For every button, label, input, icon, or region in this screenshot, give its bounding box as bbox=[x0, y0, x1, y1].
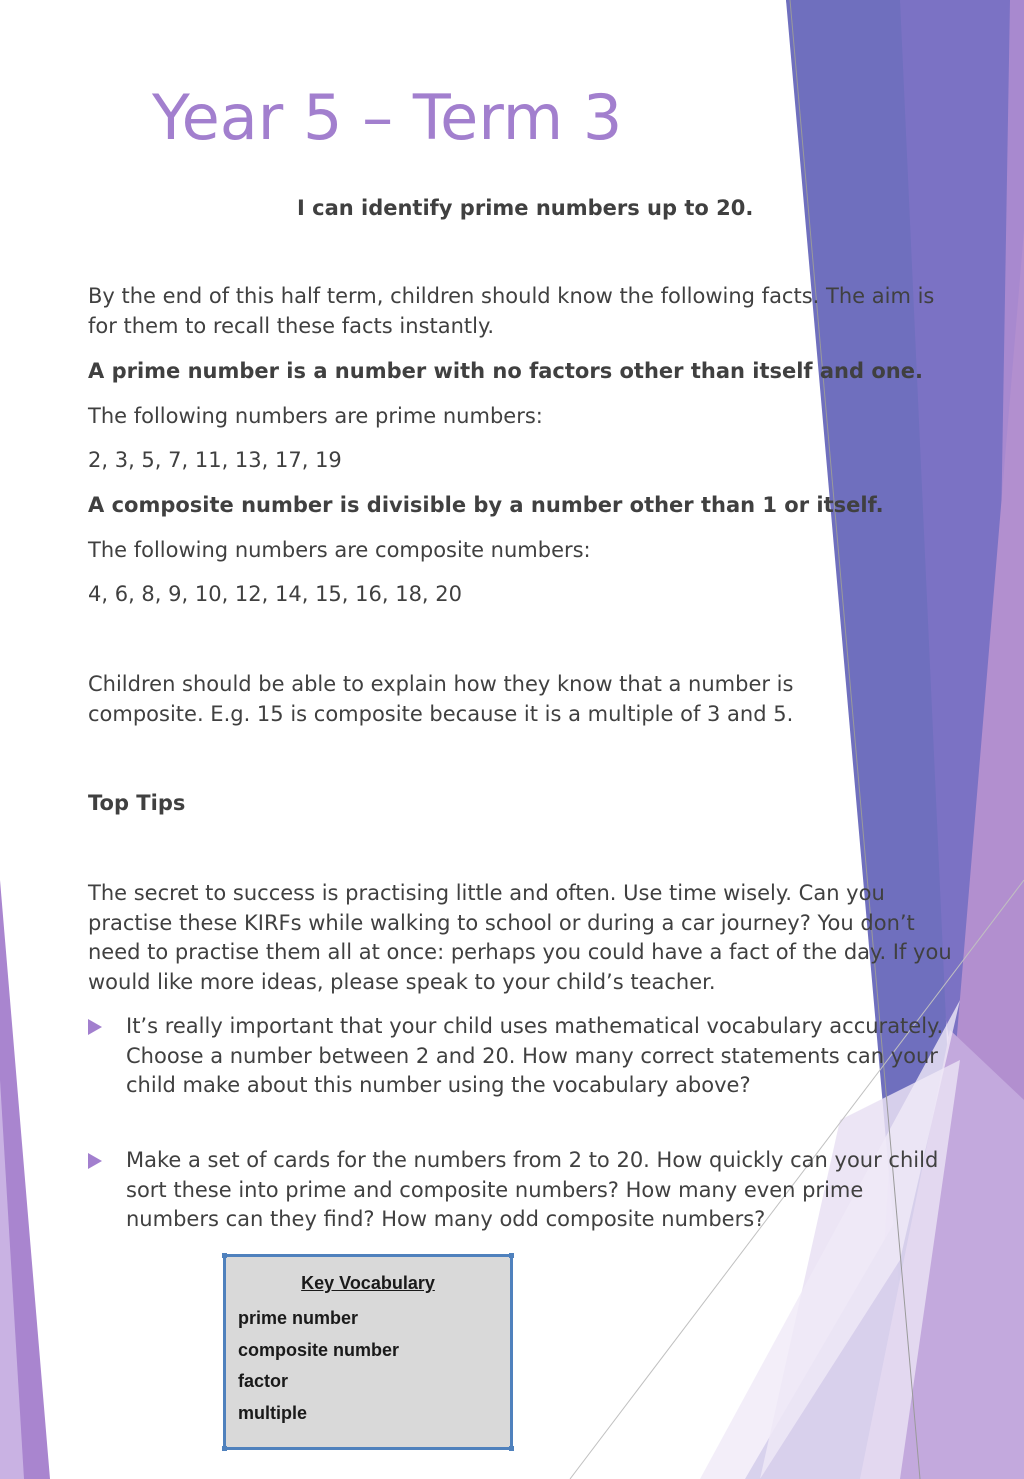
intro-paragraph: By the end of this half term, children should know the following facts. The aim is for them to recall these facts instantly. bbox=[88, 284, 935, 338]
tips-heading: Top Tips bbox=[88, 791, 186, 815]
vocabulary-item: factor bbox=[238, 1371, 289, 1391]
triangle-bullet-icon bbox=[88, 1153, 102, 1169]
vocabulary-title: Key Vocabulary bbox=[301, 1273, 435, 1293]
box-corner-handle bbox=[509, 1253, 514, 1258]
composite-intro: The following numbers are composite numbers: bbox=[88, 538, 591, 562]
prime-definition: A prime number is a number with no factors other than itself and one. bbox=[88, 359, 923, 383]
tip-item bbox=[88, 1146, 948, 1235]
tip-item-text: It’s really important that your child uses mathematical vocabulary accurately. Choose a number between 2 and 20. How many correct statements can your child make about this number using the vocabulary above? bbox=[126, 1014, 944, 1097]
prime-list: 2, 3, 5, 7, 11, 13, 17, 19 bbox=[88, 448, 342, 472]
box-corner-handle bbox=[222, 1446, 227, 1451]
vocabulary-item: prime number bbox=[238, 1308, 359, 1328]
explanation-paragraph: Children should be able to explain how they know that a number is composite. E.g. 15 is composite because it is a multiple of 3 and 5. bbox=[88, 672, 794, 726]
vocabulary-item: composite number bbox=[238, 1339, 400, 1360]
page-subtitle: I can identify prime numbers up to 20. bbox=[297, 196, 754, 220]
box-corner-handle bbox=[509, 1446, 514, 1451]
box-corner-handle bbox=[222, 1253, 227, 1258]
vocabulary-list bbox=[238, 1303, 399, 1429]
tip-item-text: Make a set of cards for the numbers from 2 to 20. How quickly can your child sort these into prime and composite numbers? How many even prime numbers can they find? How many odd composite numbers? bbox=[126, 1148, 939, 1231]
vocabulary-item: multiple bbox=[238, 1402, 308, 1423]
tips-intro: The secret to success is practising little and often. Use time wisely. Can you practise these KIRFs while walking to school or during a car journey? You don’t need to practise them all at once: perhaps you could have a fact of the day. If you would like more ideas, please speak to your child’s teacher. bbox=[88, 881, 952, 994]
page-title: Year 5 – Term 3 bbox=[152, 81, 623, 154]
prime-intro: The following numbers are prime numbers: bbox=[88, 404, 543, 428]
tip-item bbox=[88, 1012, 948, 1101]
composite-list: 4, 6, 8, 9, 10, 12, 14, 15, 16, 18, 20 bbox=[88, 582, 463, 606]
triangle-bullet-icon bbox=[88, 1019, 102, 1035]
key-vocabulary-box bbox=[223, 1254, 513, 1450]
composite-definition: A composite number is divisible by a number other than 1 or itself. bbox=[88, 493, 884, 517]
